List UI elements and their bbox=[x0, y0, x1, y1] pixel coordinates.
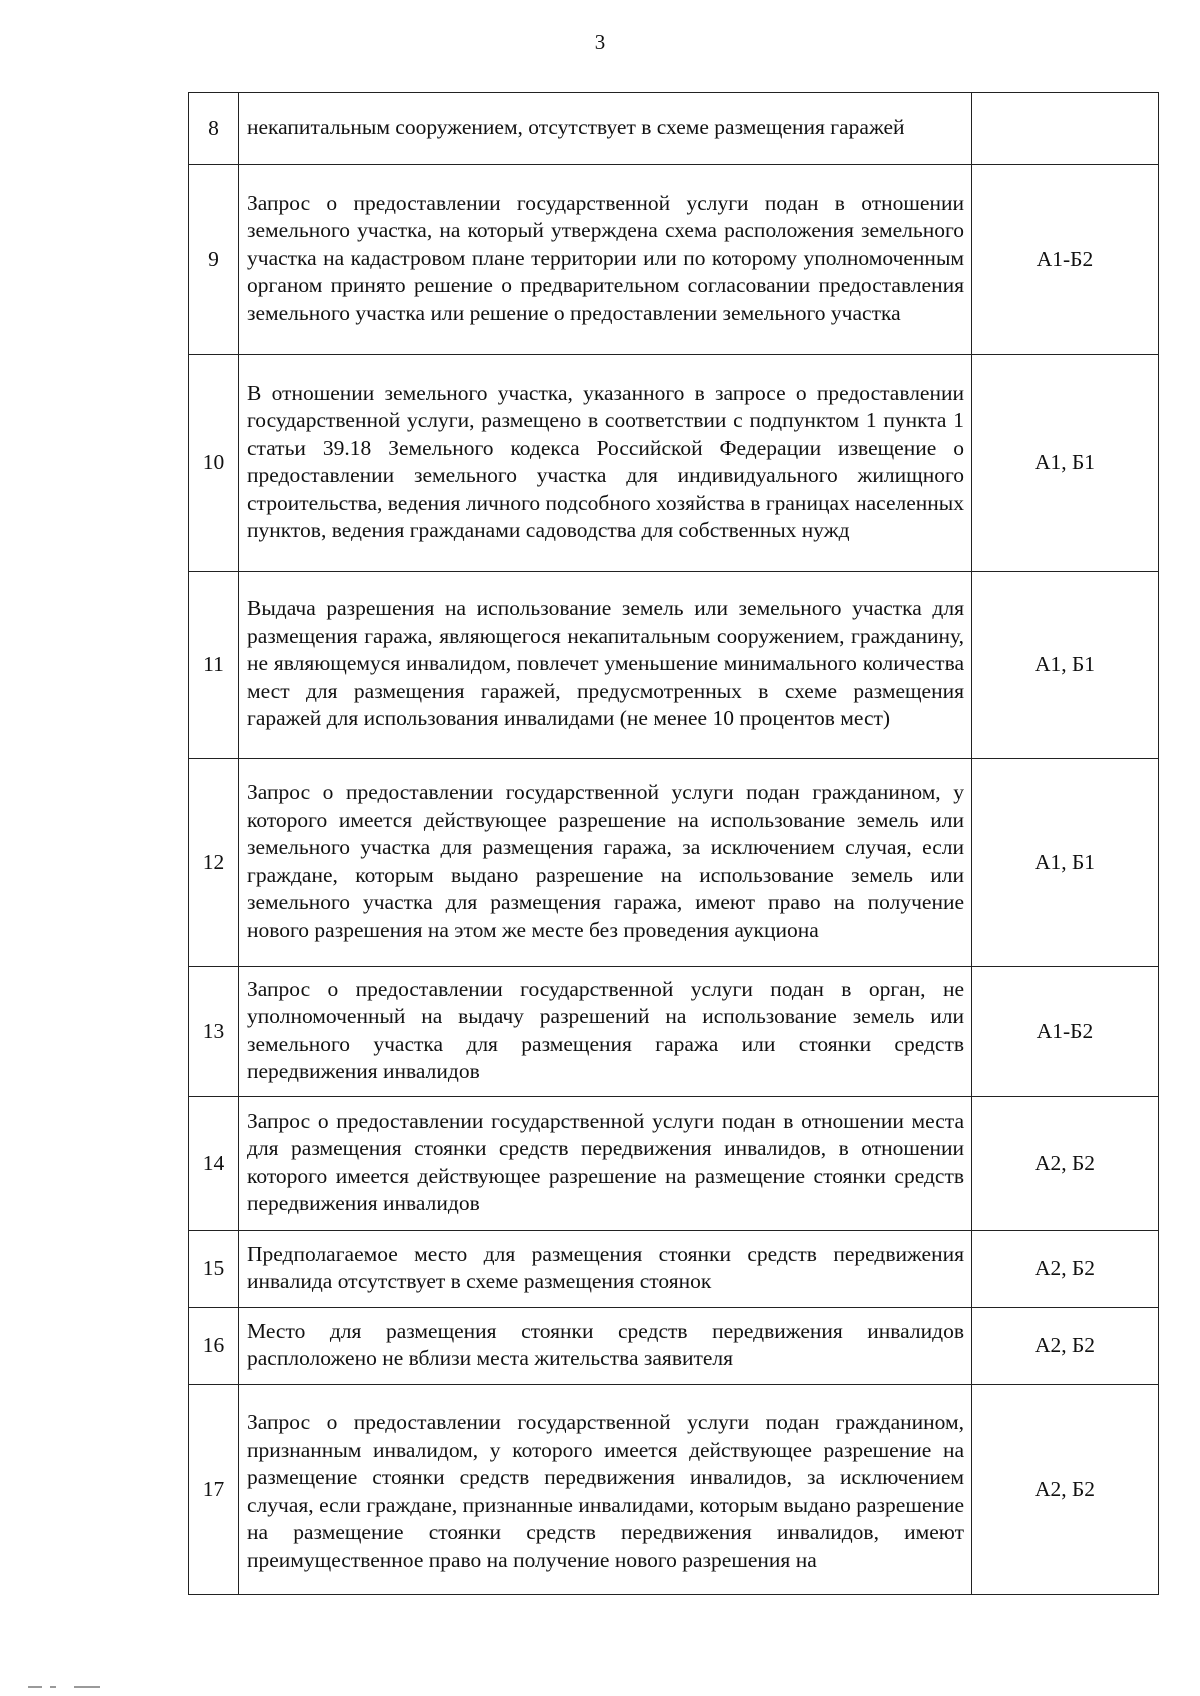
row-number: 16 bbox=[189, 1308, 239, 1385]
table-row bbox=[189, 1097, 1159, 1231]
row-text: Предполагаемое место для размещения стоянки средств передвижения инвалида отсутствует в схеме размещения стоянок bbox=[239, 1231, 972, 1308]
row-number: 13 bbox=[189, 967, 239, 1097]
row-number: 15 bbox=[189, 1231, 239, 1308]
row-code: А1-Б2 bbox=[972, 165, 1159, 355]
page-number: 3 bbox=[594, 30, 606, 54]
row-text: Выдача разрешения на использование земель или земельного участка для размещения гаража, являющегося некапитальным сооружением, гражданину, не являющемуся инвалидом, повлечет уменьшение минимального количества мест для размещения гаражей, предусмотренных в схеме размещения гаражей для использования инвалидами (не менее 10 процентов мест) bbox=[239, 572, 972, 759]
row-text: Место для размещения стоянки средств передвижения инвалидов расплоложено не вблизи места жительства заявителя bbox=[239, 1308, 972, 1385]
row-code: А1, Б1 bbox=[972, 572, 1159, 759]
table-row bbox=[189, 572, 1159, 759]
row-text: Запрос о предоставлении государственной услуги подан гражданином, у которого имеется действующее разрешение на использование земель или земельного участка для размещения гаража, за исключением случая, если граждане, которым выдано разрешение на использование земель или земельного участка для размещения гаража, имеют право на получение нового разрешения на этом же месте без проведения аукциона bbox=[239, 759, 972, 967]
row-text: некапитальным сооружением, отсутствует в схеме размещения гаражей bbox=[239, 93, 972, 165]
row-text: Запрос о предоставлении государственной услуги подан гражданином, признанным инвалидом, у которого имеется действующее разрешение на размещение стоянки средств передвижения инвалидов, за исключением случая, если граждане, признанные инвалидами, которым выдано разрешение на размещение стоянки средств передвижения инвалидов, имеют преимущественное право на получение нового разрешения на bbox=[239, 1385, 972, 1595]
row-text: В отношении земельного участка, указанного в запросе о предоставлении государственной услуги, размещено в соответствии с подпунктом 1 пункта 1 статьи 39.18 Земельного кодекса Российской Федерации извещение о предоставлении земельного участка для индивидуального жилищного строительства, ведения личного подсобного хозяйства в границах населенных пунктов, ведения гражданами садоводства для собственных нужд bbox=[239, 355, 972, 572]
row-code: А1-Б2 bbox=[972, 967, 1159, 1097]
scan-artifact bbox=[50, 1686, 56, 1688]
row-number: 10 bbox=[189, 355, 239, 572]
table-row bbox=[189, 165, 1159, 355]
row-code: А1, Б1 bbox=[972, 759, 1159, 967]
grounds-table bbox=[188, 92, 1159, 1595]
row-number: 9 bbox=[189, 165, 239, 355]
row-code: А2, Б2 bbox=[972, 1308, 1159, 1385]
row-number: 11 bbox=[189, 572, 239, 759]
table-row bbox=[189, 355, 1159, 572]
row-number: 17 bbox=[189, 1385, 239, 1595]
row-code: А2, Б2 bbox=[972, 1231, 1159, 1308]
table-row bbox=[189, 967, 1159, 1097]
row-number: 14 bbox=[189, 1097, 239, 1231]
row-text: Запрос о предоставлении государственной услуги подан в отношении места для размещения стоянки средств передвижения инвалидов, в отношении которого имеется действующее разрешение на размещение стоянки средств передвижения инвалидов bbox=[239, 1097, 972, 1231]
row-number: 12 bbox=[189, 759, 239, 967]
row-number: 8 bbox=[189, 93, 239, 165]
table-row bbox=[189, 1385, 1159, 1595]
row-code: А1, Б1 bbox=[972, 355, 1159, 572]
row-text: Запрос о предоставлении государственной услуги подан в орган, не уполномоченный на выдачу разрешений на использование земель или земельного участка для размещения гаража или стоянки средств передвижения инвалидов bbox=[239, 967, 972, 1097]
table-row bbox=[189, 1231, 1159, 1308]
scan-artifact bbox=[28, 1686, 42, 1688]
row-code bbox=[972, 93, 1159, 165]
table-row bbox=[189, 93, 1159, 165]
table-row bbox=[189, 759, 1159, 967]
table-row bbox=[189, 1308, 1159, 1385]
row-text: Запрос о предоставлении государственной услуги подан в отношении земельного участка, на который утверждена схема расположения земельного участка на кадастровом плане территории или по которому уполномоченным органом принято решение о предварительном согласовании предоставления земельного участка или решение о предоставлении земельного участка bbox=[239, 165, 972, 355]
row-code: А2, Б2 bbox=[972, 1385, 1159, 1595]
scan-artifact bbox=[74, 1686, 100, 1688]
row-code: А2, Б2 bbox=[972, 1097, 1159, 1231]
